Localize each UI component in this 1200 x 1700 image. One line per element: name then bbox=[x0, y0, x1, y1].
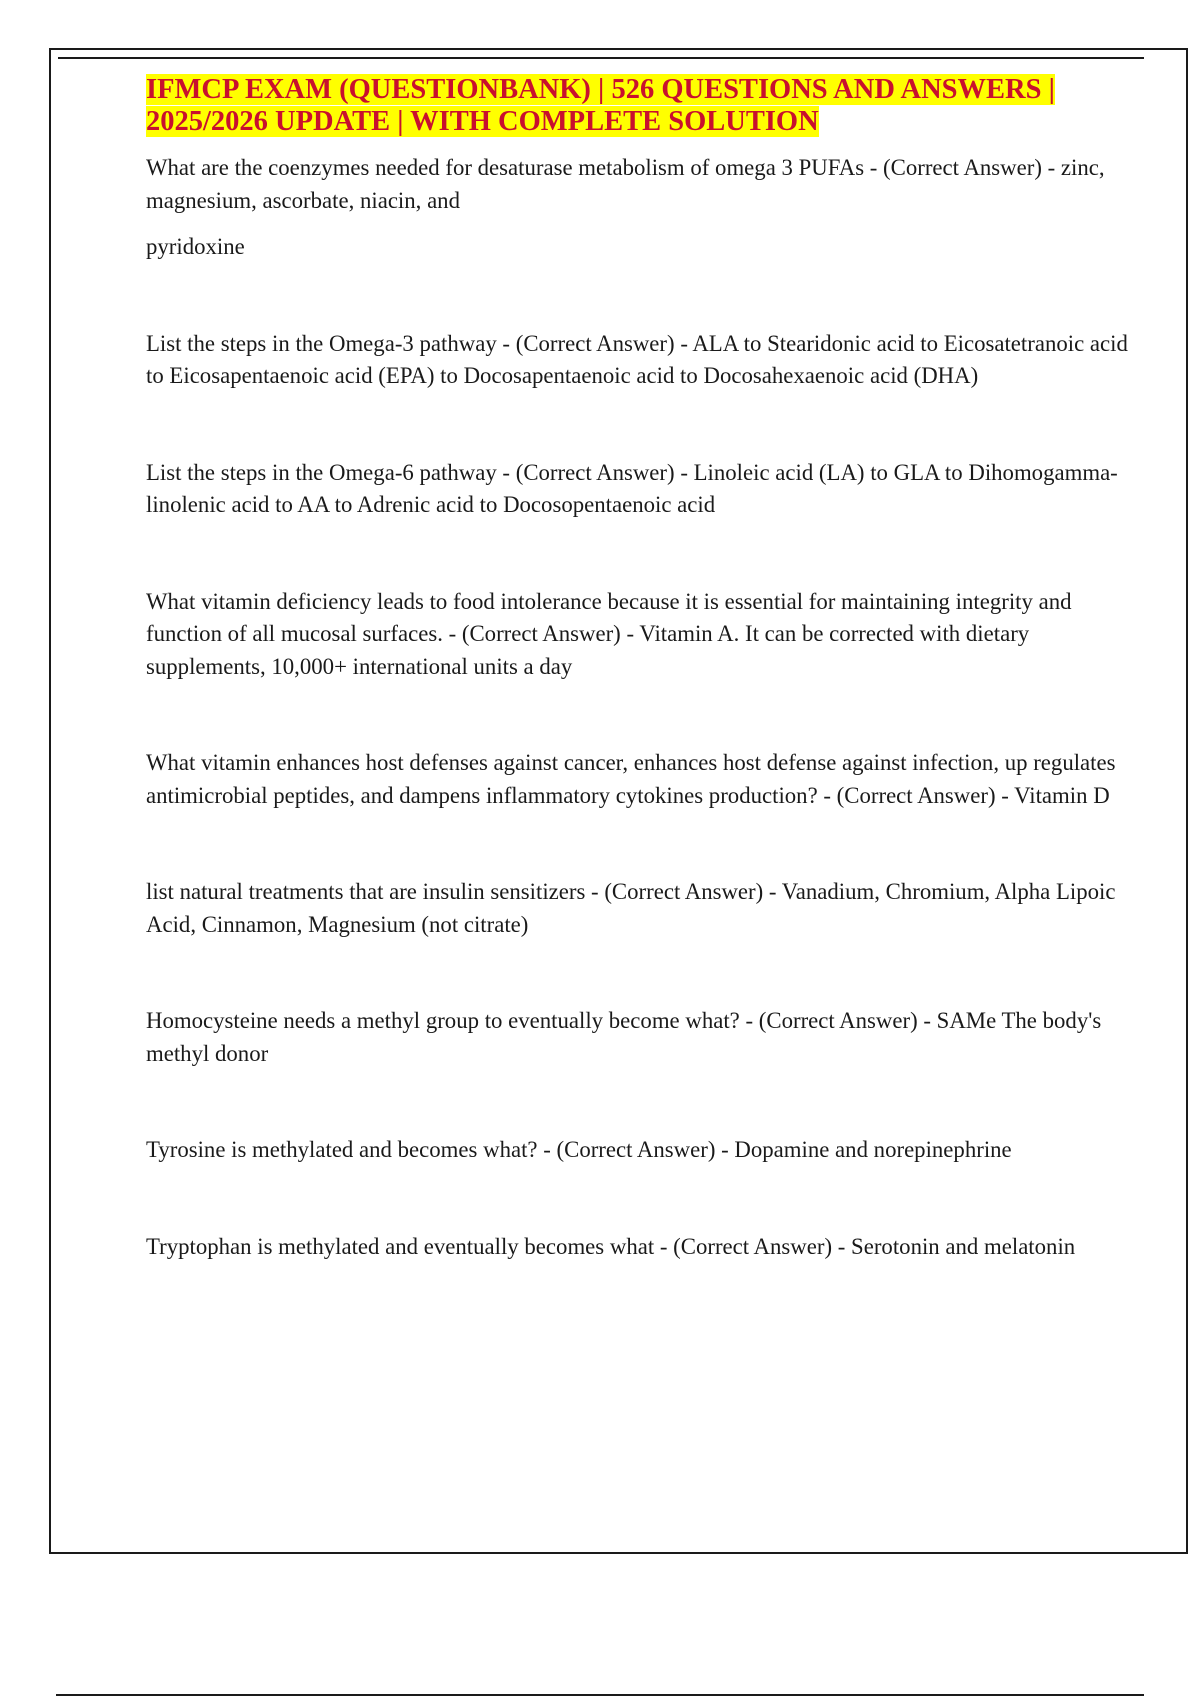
title-line-1: IFMCP EXAM (QUESTIONBANK) | 526 QUESTIONS AND ANSWERS | bbox=[146, 74, 1055, 105]
qa-text: What are the coenzymes needed for desaturase metabolism of omega 3 PUFAs - (Correct Answer) - zinc, magnesium, ascorbate, niacin, and bbox=[146, 155, 1105, 213]
qa-text: What vitamin deficiency leads to food intolerance because it is essential for maintaining integrity and function of all mucosal surfaces. - (Correct Answer) - Vitamin A. It can be corrected with dietary supplements, 10,000+ international units a day bbox=[146, 588, 1072, 679]
top-rule bbox=[58, 57, 1144, 59]
qa-text: What vitamin enhances host defenses against cancer, enhances host defense against infection, up regulates antimicrobial peptides, and dampens inflammatory cytokines production? - (Correct Answer) - Vitamin D bbox=[146, 750, 1116, 808]
qa-text: Homocysteine needs a methyl group to eventually become what? - (Correct Answer) - SAMe The body's methyl donor bbox=[146, 1008, 1102, 1066]
qa-item bbox=[146, 747, 1136, 812]
qa-item bbox=[146, 586, 1136, 684]
qa-item bbox=[146, 1231, 1136, 1264]
qa-item bbox=[146, 328, 1136, 393]
qa-item bbox=[146, 152, 1136, 264]
qa-item bbox=[146, 1134, 1136, 1167]
document-title bbox=[146, 74, 1136, 138]
page-frame bbox=[49, 48, 1188, 1554]
qa-text: Tryptophan is methylated and eventually becomes what - (Correct Answer) - Serotonin and melatonin bbox=[146, 1233, 1076, 1259]
qa-text-continued: pyridoxine bbox=[146, 234, 245, 259]
qa-item bbox=[146, 457, 1136, 522]
next-page-top-rule bbox=[56, 1694, 1144, 1696]
qa-item bbox=[146, 876, 1136, 941]
page-content bbox=[146, 74, 1136, 1263]
qa-list bbox=[146, 152, 1136, 1263]
qa-text: Tyrosine is methylated and becomes what? - (Correct Answer) - Dopamine and norepinephrine bbox=[146, 1137, 1012, 1162]
qa-text: List the steps in the Omega-6 pathway - (Correct Answer) - Linoleic acid (LA) to GLA to Dihomogamma-linolenic acid to AA to Adrenic acid to Docosopentaenoic acid bbox=[146, 459, 1118, 517]
title-line-2: 2025/2026 UPDATE | WITH COMPLETE SOLUTION bbox=[146, 106, 819, 137]
qa-text: List the steps in the Omega-3 pathway - (Correct Answer) - ALA to Stearidonic acid to Eicosatetranoic acid to Eicosapentaenoic acid (EPA) to Docosapentaenoic acid to Docosahexaenoic acid (DHA) bbox=[146, 330, 1128, 388]
qa-text: list natural treatments that are insulin sensitizers - (Correct Answer) - Vanadium, Chromium, Alpha Lipoic Acid, Cinnamon, Magnesium (not citrate) bbox=[146, 879, 1116, 937]
qa-item bbox=[146, 1005, 1136, 1070]
